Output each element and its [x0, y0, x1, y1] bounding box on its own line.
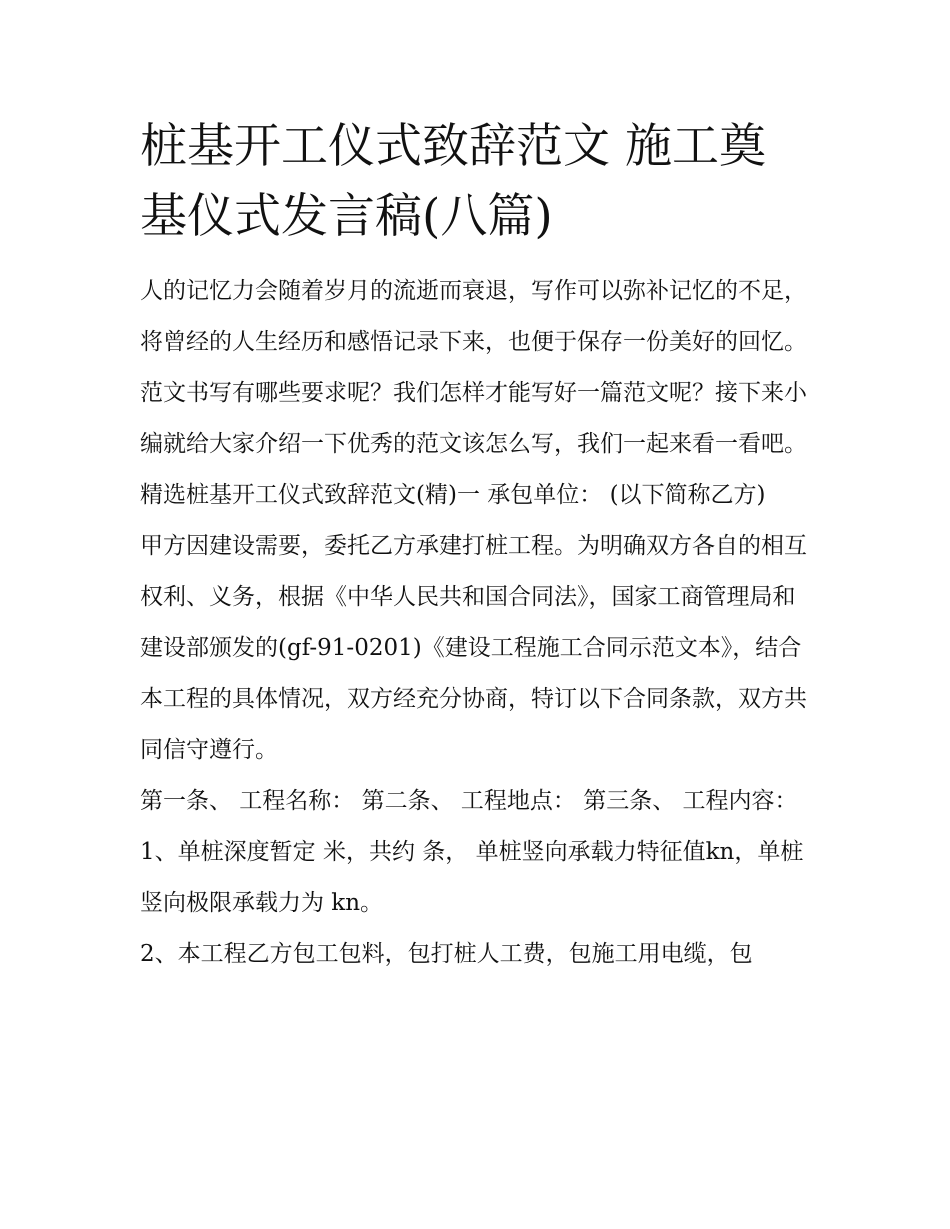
section-heading-paragraph: 精选桩基开工仪式致辞范文(精)一 承包单位： (以下简称乙方): [140, 482, 766, 508]
document-title: 桩基开工仪式致辞范文 施工奠基仪式发言稿(八篇): [140, 119, 766, 244]
intro-paragraph: 人的记忆力会随着岁月的流逝而衰退，写作可以弥补记忆的不足，将曾经的人生经历和感悟记录下来，也便于保存一份美好的回忆。范文书写有哪些要求呢？我们怎样才能写好一篇范文呢？接下来小编就给大家介绍一下优秀的范文该怎么写，我们一起来看一看吧。: [140, 278, 807, 457]
document-page: [140, 112, 812, 980]
contract-scope-paragraph: 2、本工程乙方包工包料，包打桩人工费，包施工用电缆，包: [140, 941, 753, 967]
contract-clauses-paragraph: 第一条、 工程名称： 第二条、 工程地点： 第三条、 工程内容： 1、单桩深度暂定 米，共约 条， 单桩竖向承载力特征值kn，单桩竖向极限承载力为 kn。: [140, 788, 804, 916]
contract-purpose-paragraph: 甲方因建设需要，委托乙方承建打桩工程。为明确双方各自的相互权利、义务，根据《中华人民共和国合同法》，国家工商管理局和建设部颁发的(gf-91-0201)《建设工程施工合同示范文本》，结合本工程的具体情况，双方经充分协商，特订以下合同条款，双方共同信守遵行。: [140, 533, 807, 763]
